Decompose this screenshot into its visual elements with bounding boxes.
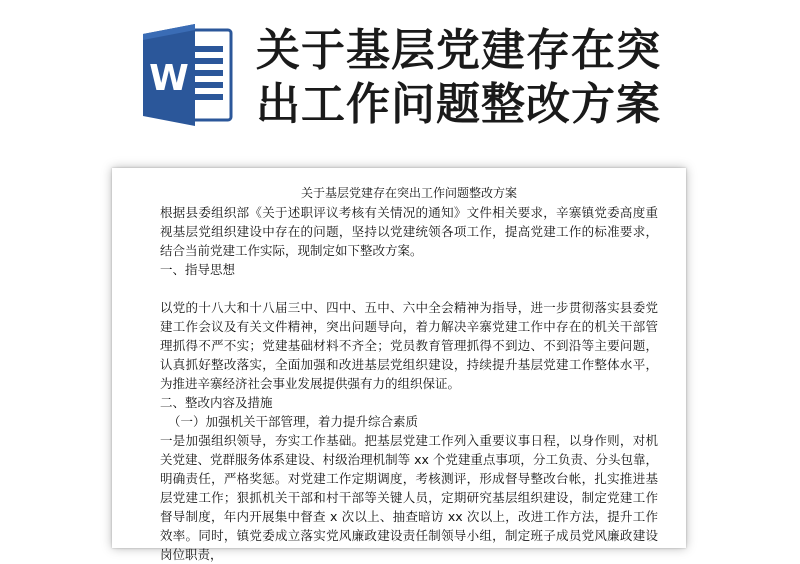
heading-guiding-thought: 一、指导思想 <box>160 262 236 277</box>
document-title: 关于基层党建存在突出工作问题整改方案 <box>300 186 517 200</box>
paragraph-guiding-thought: 以党的十八大和十八届三中、四中、五中、六中全会精神为指导，进一步贯彻落实县委党建工作会议及有关文件精神，突出问题导向，着力解决辛寨党建工作中存在的机关干部管理抓得不严不实；党建基础材料不齐全；党员教育管理抓得不到边、不到沿等主要问题，认真抓好整改落实，全面加强和改进基层党组织建设，持续提升基层党建工作整体水平，为推进辛寨经济社会事业发展提供强有力的组织保证。 <box>160 300 658 391</box>
paragraph-intro: 根据县委组织部《关于述职评议考核有关情况的通知》文件相关要求，辛寨镇党委高度重视基层党组织建设中存在的问题，坚持以党建统领各项工作，提高党建工作的标准要求，结合当前党建工作实际，现制定如下整改方案。 <box>160 205 658 258</box>
banner-title-line-2: 出工作问题整改方案 <box>256 79 661 130</box>
subheading-cadre-management: （一）加强机关干部管理，着力提升综合素质 <box>168 414 419 429</box>
word-icon-letter: W <box>149 58 189 99</box>
banner-title-line-1: 关于基层党建存在突 <box>256 25 661 76</box>
blank-line <box>160 279 658 298</box>
document-body <box>160 184 658 564</box>
banner <box>0 0 800 160</box>
word-icon <box>139 20 235 130</box>
banner-title <box>256 24 696 132</box>
paragraph-leadership: 一是加强组织领导，夯实工作基础。把基层党建工作列入重要议事日程，以身作则，对机关党建、党群服务体系建设、村级治理机制等 xx 个党建重点事项，分工负责、分头包靠，明确责任，严格奖惩。对党建工作定期调度，考核测评，形成督导整改台帐，扎实推进基层党建工作；狠抓机关干部和村干部等关键人员，定期研究基层组织建设，制定党建工作督导制度，年内开展集中督查 x 次以上、抽查暗访 xx 次以上，改进工作方法，提升工作效率。同时，镇党委成立落实党风廉政建设责任制领导小组，制定班子成员党风廉政建设岗位职责， <box>160 433 658 562</box>
heading-rectification: 二、整改内容及措施 <box>160 395 273 410</box>
